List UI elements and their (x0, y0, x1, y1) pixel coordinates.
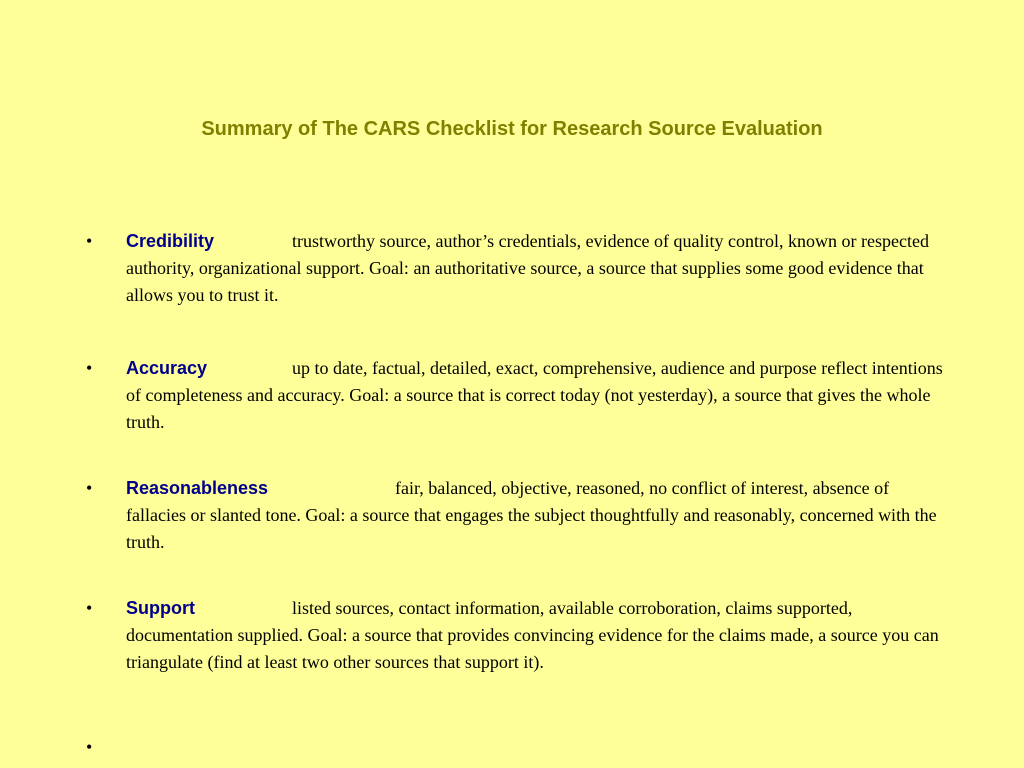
bullet-body (126, 228, 946, 309)
term-support: Support (126, 598, 195, 618)
term-reasonableness: Reasonableness (126, 478, 269, 498)
bullet-body (126, 595, 946, 676)
slide-title: Summary of The CARS Checklist for Research Source Evaluation (201, 118, 823, 140)
term-credibility: Credibility (126, 231, 215, 251)
description-accuracy: up to date, factual, detailed, exact, comprehensive, audience and purpose reflect intentions of completeness and accuracy. Goal: a source that is correct today (not yesterday), a source that gives the whole truth. (126, 358, 943, 432)
bullet-item-credibility (86, 228, 946, 309)
description-support: listed sources, contact information, available corroboration, claims supported, documentation supplied. Goal: a source that provides convincing evidence for the claims made, a source you can triangulate (find at least two other sources that support it). (126, 598, 939, 672)
bullet-marker: • (86, 231, 93, 251)
bullet-body (126, 475, 946, 556)
bullet-item-reasonableness (86, 475, 946, 556)
bullet-item-support (86, 595, 946, 676)
term-accuracy: Accuracy (126, 358, 208, 378)
bullet-item-accuracy (86, 355, 946, 436)
bullet-marker: • (86, 598, 93, 618)
bullet-marker: • (86, 478, 93, 498)
bullet-marker: • (86, 737, 93, 757)
description-credibility: trustworthy source, author’s credentials, evidence of quality control, known or respected authority, organizational support. Goal: an authoritative source, a source that supplies some good evidence that allows you to trust it. (126, 231, 929, 305)
description-reasonableness: fair, balanced, objective, reasoned, no conflict of interest, absence of fallacies or slanted tone. Goal: a source that engages the subject thoughtfully and reasonably, concerned with the truth. (126, 478, 937, 552)
bullet-marker: • (86, 358, 93, 378)
bullet-body (126, 355, 946, 436)
